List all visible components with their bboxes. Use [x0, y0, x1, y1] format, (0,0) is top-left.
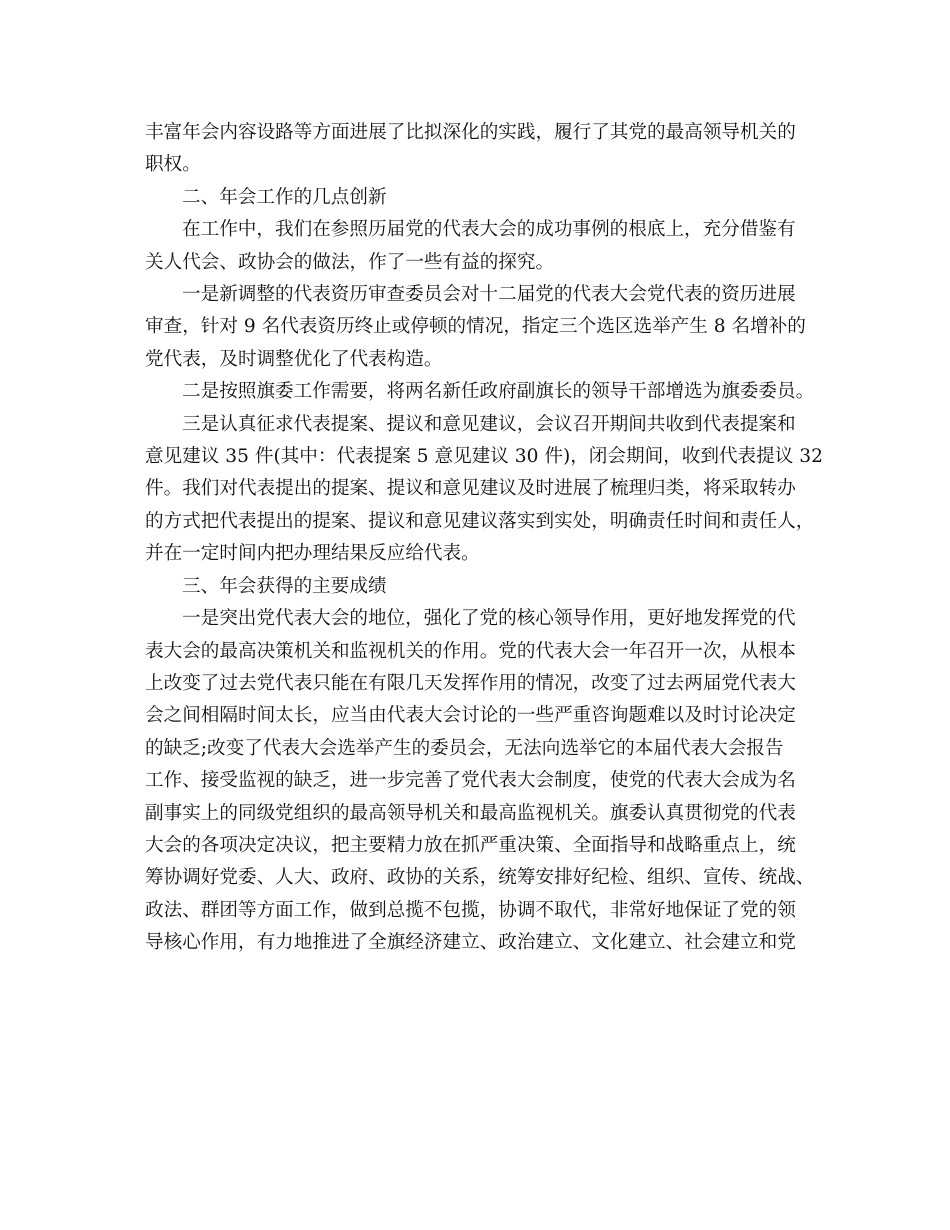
text-line: 并在一定时间内把办理结果反应给代表。 [145, 543, 480, 565]
paragraph [145, 571, 810, 603]
text-line: 表大会的最高决策机关和监视机关的作用。党的代表大会一年召开一次，从根本 [145, 640, 796, 662]
text-line: 一是新调整的代表资历审查委员会对十二届党的代表大会党代表的资历进展 [182, 284, 796, 306]
text-line: 二、年会工作的几点创新 [182, 186, 387, 208]
text-line: 大会的各项决定决议，把主要精力放在抓严重决策、全面指导和战略重点上，统 [145, 834, 796, 856]
text-line: 的方式把代表提出的提案、提议和意见建议落实到实处，明确责任时间和责任人， [145, 510, 815, 532]
text-line: 职权。 [145, 154, 201, 176]
text-line: 副事实上的同级党组织的最高领导机关和最高监视机关。旗委认真贯彻党的代表 [145, 802, 796, 824]
paragraph [145, 376, 815, 408]
text-line: 三是认真征求代表提案、提议和意见建议，会议召开期间共收到代表提案和 [182, 413, 796, 435]
paragraph [145, 279, 810, 376]
text-line: 政法、群团等方面工作，做到总揽不包揽，协调不取代，非常好地保证了党的领 [145, 899, 796, 921]
text-line: 在工作中，我们在参照历届党的代表大会的成功事例的根底上，充分借鉴有 [182, 219, 796, 241]
text-line: 一是突出党代表大会的地位，强化了党的核心领导作用，更好地发挥党的代 [182, 608, 796, 630]
text-line: 关人代会、政协会的做法，作了一些有益的探究。 [145, 251, 555, 273]
text-line: 会之间相隔时间太长，应当由代表大会讨论的一些严重咨询题难以及时讨论决定 [145, 705, 796, 727]
text-line: 导核心作用，有力地推进了全旗经济建立、政治建立、文化建立、社会建立和党 [145, 932, 796, 954]
paragraph [145, 214, 810, 279]
document-body [145, 117, 823, 960]
text-line: 的缺乏;改变了代表大会选举产生的委员会，无法向选举它的本届代表大会报告 [145, 737, 784, 759]
text-line: 审查，针对 9 名代表资历终止或停顿的情况，指定三个选区选举产生 8 名增补的 [145, 316, 806, 338]
text-line: 件。我们对代表提出的提案、提议和意见建议及时进展了梳理归类，将采取转办 [145, 478, 796, 500]
text-line: 三、年会获得的主要成绩 [182, 575, 387, 597]
text-line: 工作、接受监视的缺乏，进一步完善了党代表大会制度，使党的代表大会成为名 [145, 770, 796, 792]
text-line: 二是按照旗委工作需要，将两名新任政府副旗长的领导干部增选为旗委委员。 [182, 381, 815, 403]
paragraph [145, 182, 810, 214]
text-line: 意见建议 35 件(其中：代表提案 5 意见建议 30 件)，闭会期间，收到代表提议 32 [145, 446, 823, 468]
text-line: 筹协调好党委、人大、政府、政协的关系，统筹安排好纪检、组织、宣传、统战、 [145, 867, 815, 889]
paragraph [145, 603, 815, 959]
paragraph [145, 409, 823, 571]
text-line: 丰富年会内容设路等方面进展了比拟深化的实践，履行了其党的最高领导机关的 [145, 122, 796, 143]
text-line: 党代表，及时调整优化了代表构造。 [145, 348, 443, 370]
paragraph [145, 117, 810, 182]
text-line: 上改变了过去党代表只能在有限几天发挥作用的情况，改变了过去两届党代表大 [145, 672, 796, 694]
